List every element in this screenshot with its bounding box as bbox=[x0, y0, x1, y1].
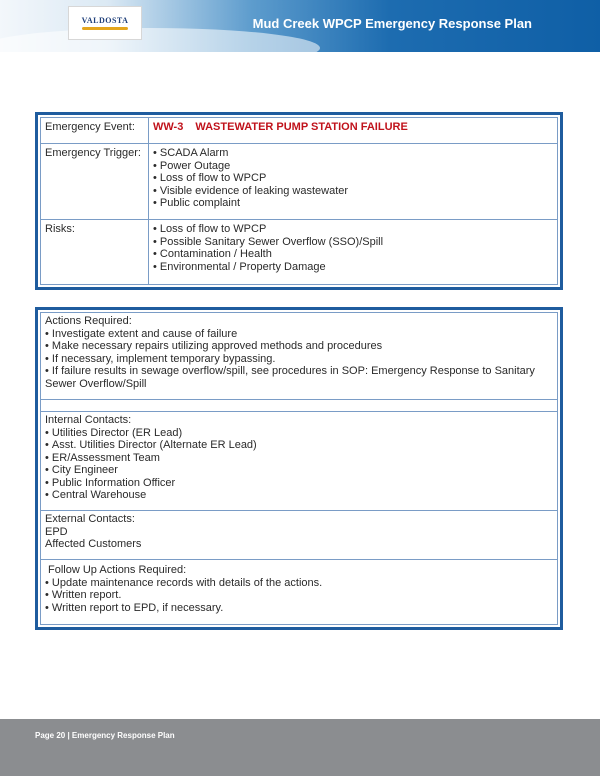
actions-label: Actions Required: bbox=[45, 315, 132, 327]
risks-row bbox=[41, 220, 557, 284]
event-code: WW-3 bbox=[153, 121, 184, 133]
footer-text: Page 20 | Emergency Response Plan bbox=[35, 731, 175, 740]
external-contacts-block bbox=[41, 511, 557, 560]
logo-text: VALDOSTA bbox=[81, 16, 129, 25]
list-item: • Written report to EPD, if necessary. bbox=[45, 602, 553, 615]
page-footer bbox=[0, 719, 600, 776]
list-item: • If necessary, implement temporary bypassing. bbox=[45, 353, 553, 366]
trigger-label: Emergency Trigger: bbox=[41, 144, 149, 219]
external-contacts-label: External Contacts: bbox=[45, 513, 135, 525]
list-item: • Contamination / Health bbox=[153, 248, 553, 261]
risks-values bbox=[149, 220, 557, 284]
internal-contacts-block bbox=[41, 412, 557, 511]
list-item: • Loss of flow to WPCP bbox=[153, 223, 553, 236]
actions-table bbox=[35, 307, 563, 630]
list-item: • Possible Sanitary Sewer Overflow (SSO)/Spill bbox=[153, 236, 553, 249]
header-wave-decoration bbox=[0, 28, 320, 52]
list-item: • Investigate extent and cause of failure bbox=[45, 328, 553, 341]
valdosta-logo bbox=[68, 6, 142, 40]
spacer-row bbox=[41, 400, 557, 412]
trigger-row bbox=[41, 144, 557, 220]
actions-required-block bbox=[41, 313, 557, 400]
list-item: • Power Outage bbox=[153, 160, 553, 173]
list-item: • Asst. Utilities Director (Alternate ER Lead) bbox=[45, 439, 553, 452]
header-title: Mud Creek WPCP Emergency Response Plan bbox=[252, 16, 532, 31]
event-table bbox=[35, 112, 563, 290]
event-label: Emergency Event: bbox=[41, 118, 149, 143]
list-item: • Utilities Director (ER Lead) bbox=[45, 427, 553, 440]
list-item: • Public Information Officer bbox=[45, 477, 553, 490]
list-item: • Central Warehouse bbox=[45, 489, 553, 502]
list-item: • Written report. bbox=[45, 589, 553, 602]
external-contact: EPD bbox=[45, 525, 68, 538]
list-item: • Environmental / Property Damage bbox=[153, 261, 553, 274]
list-item: • If failure results in sewage overflow/spill, see procedures in SOP: Emergency Response to Sanitary Sewer Overflow/Spill bbox=[45, 365, 553, 390]
event-name: WASTEWATER PUMP STATION FAILURE bbox=[195, 121, 408, 133]
logo-swoosh-icon bbox=[82, 27, 128, 30]
list-item: • ER/Assessment Team bbox=[45, 452, 553, 465]
risks-label: Risks: bbox=[41, 220, 149, 284]
list-item: • Visible evidence of leaking wastewater bbox=[153, 185, 553, 198]
list-item: • Loss of flow to WPCP bbox=[153, 172, 553, 185]
followup-block bbox=[41, 560, 557, 624]
event-row bbox=[41, 118, 557, 144]
list-item: • Update maintenance records with details of the actions. bbox=[45, 577, 553, 590]
internal-contacts-label: Internal Contacts: bbox=[45, 414, 132, 426]
page-header bbox=[0, 0, 600, 52]
external-contact: Affected Customers bbox=[45, 538, 142, 550]
list-item: • SCADA Alarm bbox=[153, 147, 553, 160]
trigger-values bbox=[149, 144, 557, 219]
list-item: • City Engineer bbox=[45, 464, 553, 477]
event-value bbox=[149, 118, 557, 143]
list-item: • Public complaint bbox=[153, 197, 553, 210]
followup-label: Follow Up Actions Required: bbox=[48, 564, 187, 576]
list-item: • Make necessary repairs utilizing approved methods and procedures bbox=[45, 340, 553, 353]
